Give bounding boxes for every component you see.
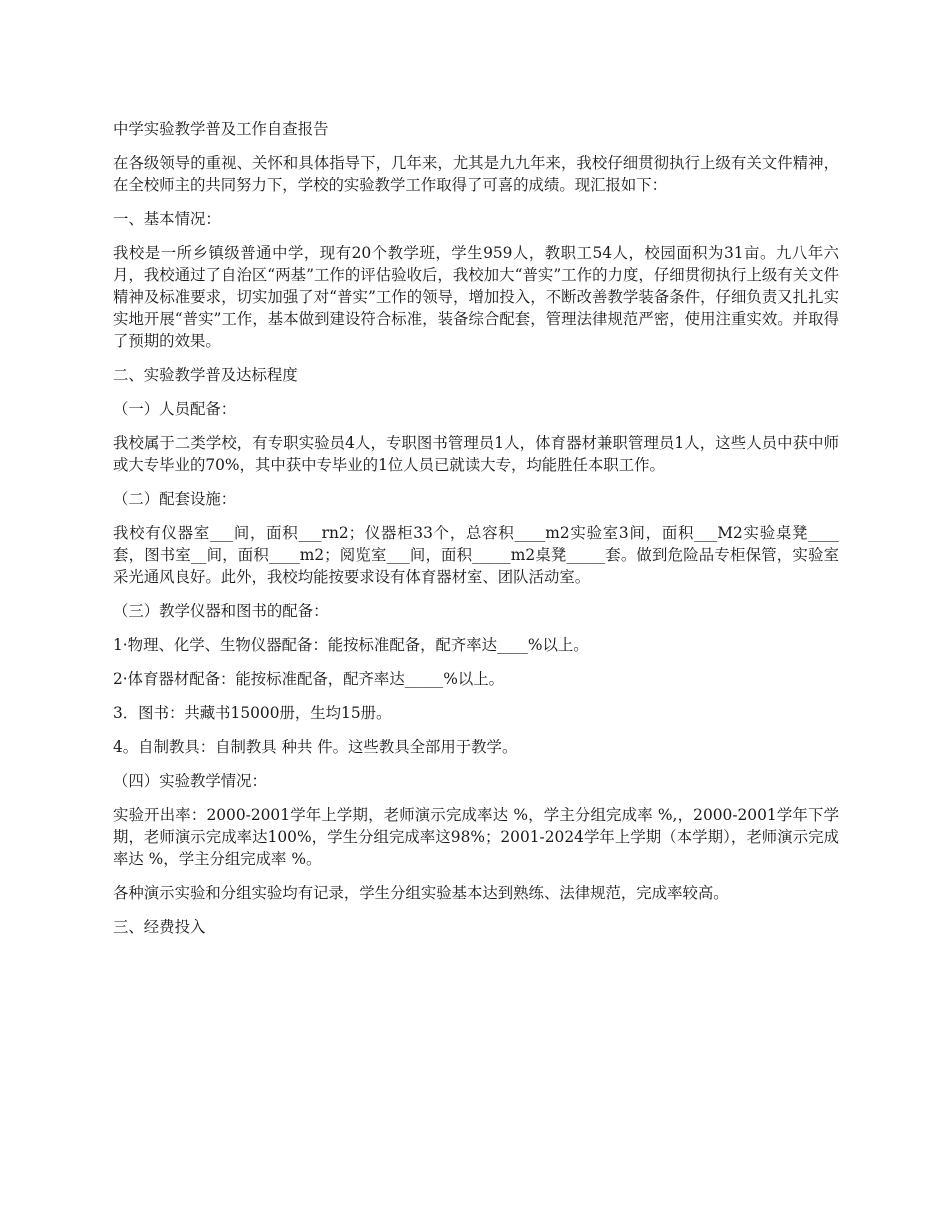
facilities-paragraph: 我校有仪器室___间，面积___rn2；仪器柜33个，总容积____m2实验室3间，面积___M2实验桌凳____套，图书室__间，面积____m2；阅览室___间，面积_____m2桌凳_____套。做到危险品专柜保管，实验室采光通风良好。此外，我校均能按要求设有体育器材室、团队活动室。 bbox=[113, 524, 839, 586]
list-item: 4。自制教具：自制教具 种共 件。这些教具全部用于教学。 bbox=[113, 738, 518, 756]
subsection-heading-staffing: （一）人员配备： bbox=[113, 400, 237, 418]
document-title: 中学实验教学普及工作自查报告 bbox=[113, 120, 329, 138]
section-heading-basic-info: 一、基本情况： bbox=[113, 210, 221, 228]
list-item: 2·体育器材配备：能按标准配备，配齐率达_____%以上。 bbox=[113, 670, 504, 688]
subsection-heading-experiments: （四）实验教学情况： bbox=[113, 772, 267, 790]
basic-info-paragraph: 我校是一所乡镇级普通中学，现有20个教学班，学生959人，教职工54人，校园面积为31亩。九八年六月，我校通过了自治区“两基”工作的评估验收后，我校加大“普实”工作的力度，仔细贯彻执行上级有关文件精神及标准要求，切实加强了对“普实”工作的领导，增加投入，不断改善教学装备条件，仔细负责又扎扎实实地开展“普实”工作，基本做到建设符合标准，装备综合配套，管理法律规范严密，使用注重实效。并取得了预期的效果。 bbox=[113, 244, 839, 350]
section-heading-standards: 二、实验教学普及达标程度 bbox=[113, 366, 298, 384]
section-heading-funding: 三、经费投入 bbox=[113, 918, 206, 936]
intro-paragraph: 在各级领导的重视、关怀和具体指导下，几年来，尤其是九九年来，我校仔细贯彻执行上级有关文件精神，在全校师主的共同努力下，学校的实验教学工作取得了可喜的成绩。现汇报如下： bbox=[113, 154, 839, 194]
experiment-records-paragraph: 各种演示实验和分组实验均有记录，学生分组实验基本达到熟练、法律规范，完成率较高。 bbox=[113, 884, 729, 902]
experiment-rate-paragraph: 实验开出率：2000-2001学年上学期，老师演示完成率达 %，学主分组完成率 %,，2000-2001学年下学期，老师演示完成率达100%，学生分组完成率这98%；2001-2024学年上学期（本学期），老师演示完成率达 %，学主分组完成率 %。 bbox=[113, 806, 839, 868]
subsection-heading-facilities: （二）配套设施： bbox=[113, 490, 237, 508]
list-item: 1·物理、化学、生物仪器配备：能按标准配备，配齐率达____%以上。 bbox=[113, 636, 589, 654]
document-page bbox=[113, 118, 839, 950]
staffing-paragraph: 我校属于二类学校，有专职实验员4人，专职图书管理员1人，体育器材兼职管理员1人，这些人员中获中师或大专毕业的70%，其中获中专毕业的1位人员已就读大专，均能胜任本职工作。 bbox=[113, 434, 839, 474]
subsection-heading-equipment: （三）教学仪器和图书的配备： bbox=[113, 602, 329, 620]
list-item: 3．图书：共藏书15000册，生均15册。 bbox=[113, 704, 392, 722]
